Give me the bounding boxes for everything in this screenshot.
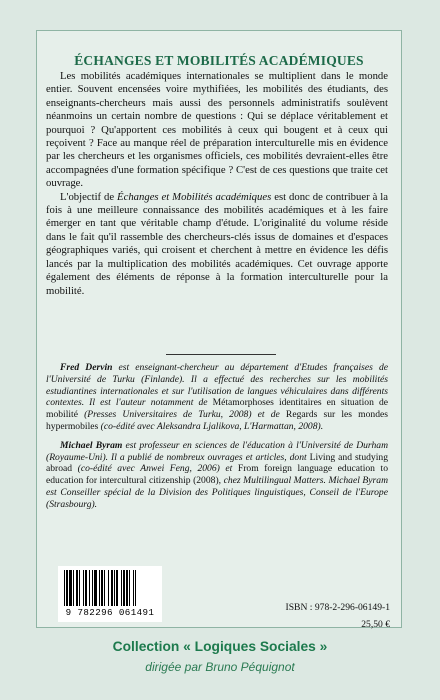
separator-rule [166, 354, 276, 355]
collection-director: dirigée par Bruno Péquignot [145, 660, 295, 674]
barcode-bar [104, 570, 105, 606]
isbn: ISBN : 978-2-296-06149-1 [285, 602, 390, 613]
barcode-bar [69, 570, 72, 606]
bio-dervin [46, 362, 388, 433]
bio-byram-work-2: From foreign language education to education for intercultural citizenship (2008), [46, 463, 388, 487]
barcode-bars [64, 570, 156, 606]
author-name-byram: Michael Byram [60, 439, 123, 451]
bio-dervin-work-2: Regards sur les mondes hypermobiles [46, 409, 388, 432]
blurb-p2-book-title: Échanges et Mobilités académiques [117, 190, 272, 203]
blurb-p2-end: est donc de contribuer à la fois à une meilleure connaissance des mobilités académiques et à les faire émerger en tant que véritable champ d'étude. L'originalité du volume réside dans le fait qu'il rassemble des chercheurs-clés issus de domaines et d'espaces géographiques variés, qui croisent et cherchent à mettre en évidence les défis lancés par la multiplication des mobilités académiques. Cet ouvrage apporte également des éléments de réponse à la formation interculturelle pour la mobilité. [46, 190, 388, 297]
barcode-bar [94, 570, 97, 606]
barcode-bar [92, 570, 93, 606]
author-name-dervin: Fred Dervin [60, 362, 113, 373]
barcode-number: 9 782296 061491 [65, 607, 155, 618]
author-bios [46, 362, 388, 518]
bio-dervin-text-a: est enseignant-chercheur au département d'Etudes françaises de l'Université de Turku (Finlande). Il a effectué des recherches sur les mobilités estudiantines internationales et sur l'utilisation de langues véhiculaires dans différents contextes. Il est l'auteur notamment de [46, 362, 388, 409]
back-cover-blurb [46, 70, 388, 298]
blurb-paragraph-1: Les mobilités académiques internationales se multiplient dans le monde entier. Souvent encensées voire mythifiées, les mobilités des étudiants, des enseignants-chercheurs mais aussi des personnels administratifs soulèvent néanmoins un certain nombre de questions : Qui se déplace véritablement et pourquoi ? Qu'apportent ces mobilités à ceux qui bougent et à ceux qui reçoivent ? Face au manque réel de préparation interculturelle mis en évidence par les chercheurs et les organismes officiels, ces mobilités devraient-elles être accompagnées d'une formation spécifique ? C'est de ces questions que traite cet ouvrage. [46, 70, 388, 190]
blurb-p2-start: L'objectif de [60, 190, 118, 203]
barcode-bar [114, 570, 115, 606]
barcode-bar [129, 570, 130, 606]
barcode-bar [66, 570, 68, 606]
barcode-bar [89, 570, 90, 606]
bio-byram-text-e: chez Multilingual Matters. Michael Byram est Conseiller spécial de la Division des Politiques linguistiques, Conseil de l'Europe (Strasbourg). [46, 475, 388, 510]
barcode-bar [135, 570, 136, 606]
barcode-bar [123, 570, 125, 606]
barcode-bar [126, 570, 128, 606]
barcode-bar [116, 570, 118, 606]
barcode-bar [108, 570, 109, 606]
barcode-bar [73, 570, 74, 606]
barcode-bar [76, 570, 78, 606]
bio-byram-text-a: est professeur en sciences de l'éducation à l'Université de Durham (Royaume-Uni). Il a publié de nombreux ouvrages et articles, dont [46, 439, 388, 463]
barcode-bar [101, 570, 103, 606]
bio-dervin-text-e: (co-édité avec Aleksandra Ljalikova, L'Harmattan, 2008). [98, 420, 324, 432]
barcode-bar [99, 570, 100, 606]
book-title: ÉCHANGES ET MOBILITÉS ACADÉMIQUES [74, 53, 364, 68]
bio-byram-text-c: (co-édité avec Anwei Feng, 2006) et [72, 463, 238, 475]
bio-dervin-work-1: Métamorphoses identitaires en situation de mobilité [46, 397, 389, 421]
barcode-bar [83, 570, 84, 606]
bio-dervin-text-c: (Presses Universitaires de Turku, 2008) et de [77, 409, 286, 421]
bio-byram-work-1: Living and studying abroad [46, 451, 388, 475]
collection-name: Collection « Logiques Sociales » [112, 639, 328, 654]
barcode-bar [79, 570, 80, 606]
blurb-paragraph-2 [46, 191, 388, 298]
bio-byram [46, 440, 388, 511]
barcode-bar [64, 570, 65, 606]
barcode-bar [121, 570, 122, 606]
barcode-bar [111, 570, 113, 606]
price: 25,50 € [361, 619, 390, 630]
barcode-bar [85, 570, 87, 606]
barcode [58, 566, 162, 622]
barcode-bar [133, 570, 134, 606]
